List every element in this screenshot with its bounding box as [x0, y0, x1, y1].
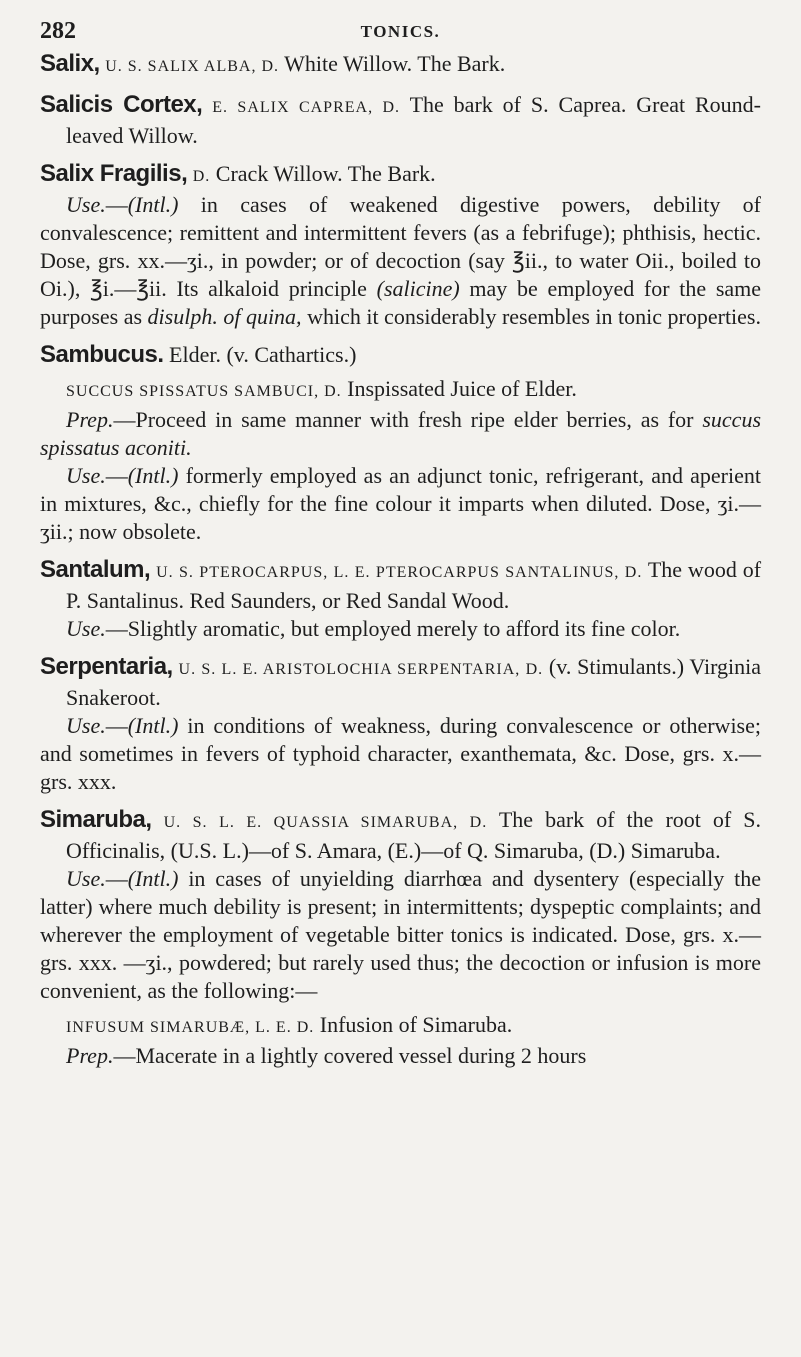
use-paragraph: Use.—(Intl.) formerly employed as an adjunct tonic, refrigerant, and aperient in mixtures, &c., chiefly for the fine colour it imparts when diluted. Dose, ʒi.—ʒii.; now obsolete.	[40, 463, 762, 544]
synonym-refs: U. S. L. E. QUASSIA SIMARUBA, D.	[163, 814, 488, 831]
description: (v. Stimulants.) Virginia Snakeroot.	[66, 654, 762, 710]
synonym-refs: E. SALIX CAPREA, D.	[212, 99, 401, 116]
prep-paragraph: Prep.—Macerate in a lightly covered vessel during 2 hours	[66, 1043, 587, 1068]
description: The wood of P. Santalinus. Red Saunders, or Red Sandal Wood.	[66, 557, 762, 613]
entry-salix-fragilis	[40, 160, 761, 331]
entry-salicis-cortex	[40, 91, 761, 150]
use-paragraph: Use.—(Intl.) in cases of unyielding diarrhœa and dysentery (especially the latter) where much debility is present; in intermittents; dyspeptic complaints; and wherever the employment of vegetable bitter tonics is indicated. Dose, grs. x.—grs. xxx. —ʒi., powdered; but rarely used thus; the decoction or infusion is more convenient, as the following:—	[40, 866, 762, 1003]
description: Crack Willow. The Bark.	[215, 161, 436, 186]
sub-preparation: SUCCUS SPISSATUS SAMBUCI, D. Inspissated Juice of Elder.	[66, 376, 577, 401]
page-header	[40, 14, 761, 50]
description: The bark of the root of S. Officinalis, (U.S. L.)—of S. Amara, (E.)—of Q. Simaruba, (D.) Simaruba.	[66, 807, 762, 863]
headword: Salix Fragilis,	[40, 160, 188, 187]
headword: Simaruba,	[40, 806, 152, 833]
use-paragraph: Use.—(Intl.) in cases of weakened digestive powers, debility of convalescence; remittent and intermittent fevers (as a febrifuge); phthisis, hectic. Dose, grs. xx.—ʒi., in powder; or of decoction (say ℥ii., to water Oii., boiled to Oi.), ℥i.—℥ii. Its alkaloid principle (salicine) may be employed for the same purposes as disulph. of quina, which it considerably resembles in tonic properties.	[40, 192, 762, 329]
headword: Sambucus.	[40, 341, 164, 368]
headword: Serpentaria,	[40, 653, 173, 680]
prep-paragraph: Prep.—Proceed in same manner with fresh ripe elder berries, as for succus spissatus aconiti.	[40, 407, 762, 460]
description: Elder. (v. Cathartics.)	[169, 342, 357, 367]
running-head: TONICS.	[360, 22, 441, 41]
entry-salix	[40, 50, 761, 81]
synonym-refs: U. S. L. E. ARISTOLOCHIA SERPENTARIA, D.	[178, 661, 544, 678]
synonym-refs: U. S. SALIX ALBA, D.	[105, 58, 280, 75]
entry-santalum	[40, 556, 761, 643]
headword: Salicis Cortex,	[40, 91, 203, 118]
page-number: 282	[40, 18, 76, 44]
entry-serpentaria	[40, 653, 761, 796]
entry-simaruba	[40, 806, 761, 1070]
synonym-refs: D.	[192, 168, 211, 185]
use-paragraph: Use.—Slightly aromatic, but employed merely to afford its fine color.	[66, 616, 681, 641]
sub-preparation: INFUSUM SIMARUBÆ, L. E. D. Infusion of Simaruba.	[66, 1012, 513, 1037]
description: The bark of S. Caprea. Great Round-leaved Willow.	[66, 92, 762, 148]
headword: Salix,	[40, 50, 100, 77]
entry-sambucus	[40, 341, 761, 546]
use-paragraph: Use.—(Intl.) in conditions of weakness, during convalescence or otherwise; and sometimes in fevers of typhoid character, exanthemata, &c. Dose, grs. x.—grs. xxx.	[40, 713, 761, 794]
headword: Santalum,	[40, 556, 151, 583]
synonym-refs: U. S. PTEROCARPUS, L. E. PTEROCARPUS SANTALINUS, D.	[156, 564, 643, 581]
description: White Willow. The Bark.	[284, 51, 506, 76]
